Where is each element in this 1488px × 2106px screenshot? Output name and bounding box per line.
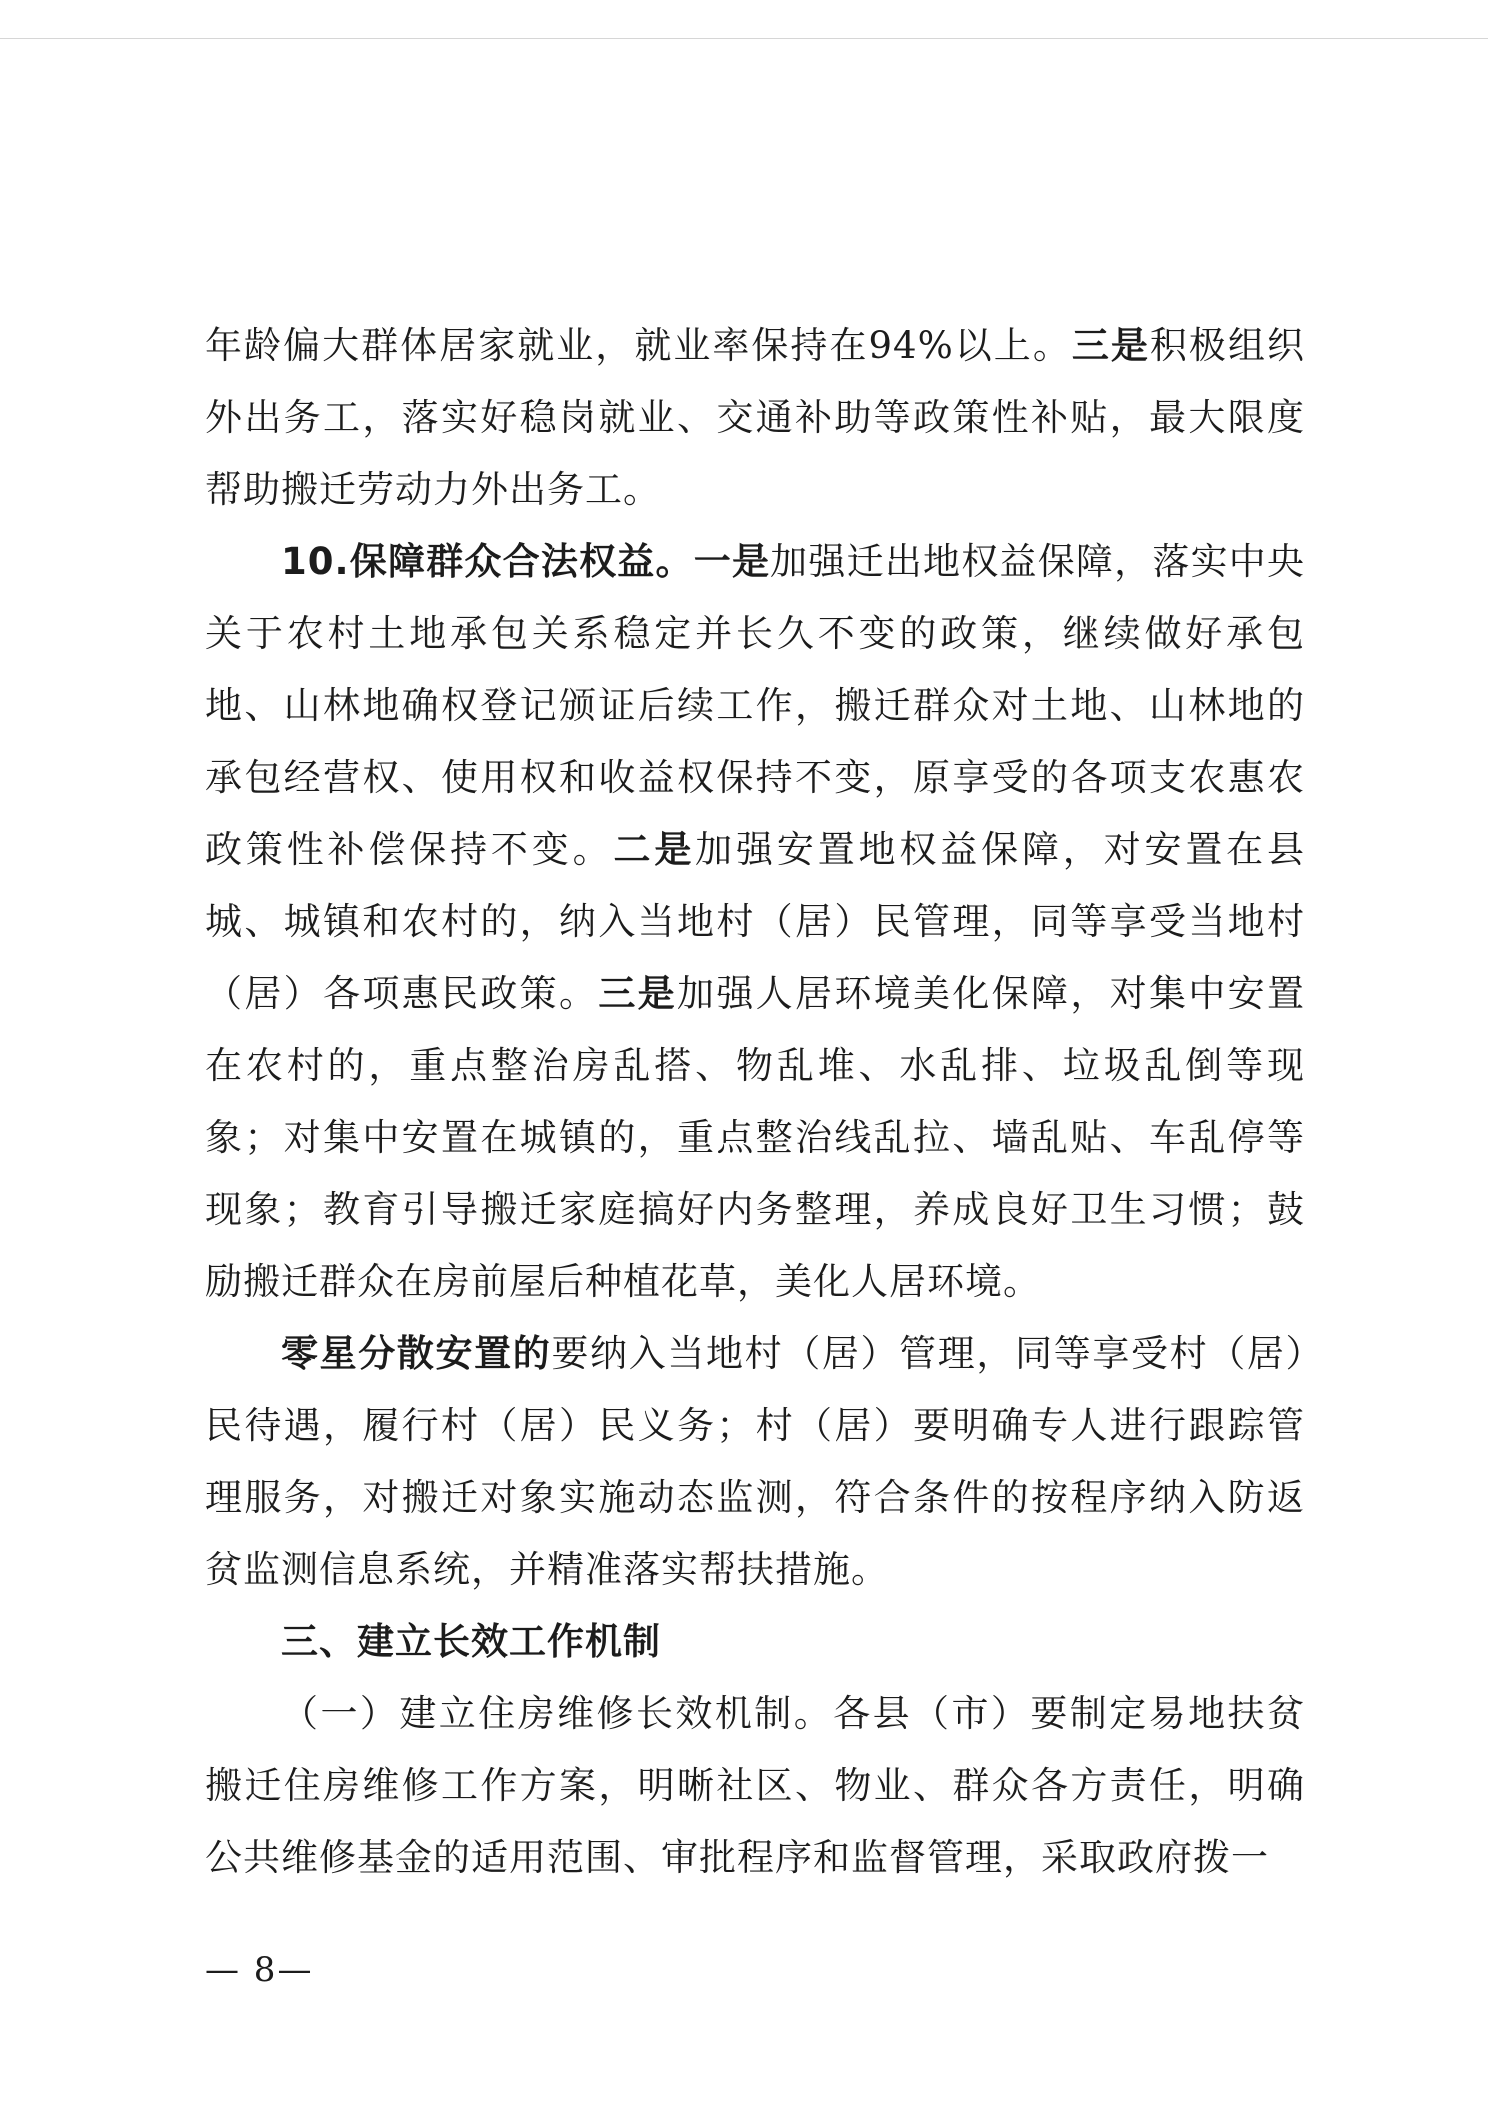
text-run: 要纳入当地村（居）管理，同等享受村（居）民待遇，履行村（居）民义务；村（居）要明确专人进行跟踪管理服务，对搬迁对象实施动态监测，符合条件的按程序纳入防返贫监测信息系统，并精准落实帮扶措施。 — [205, 1332, 1306, 1591]
text-run: 加强安置地权益保障，对安置在县城、城镇和农村的，纳入当地村（居）民管理，同等享受当地村（居）各项惠民政策。 — [205, 828, 1306, 1015]
bold-run: 10.保障群众合法权益。一是 — [281, 540, 771, 583]
paragraph-rights — [205, 526, 1305, 1318]
text-run: 加强迁出地权益保障，落实中央关于农村土地承包关系稳定并长久不变的政策，继续做好承包地、山林地确权登记颁证后续工作，搬迁群众对土地、山林地的承包经营权、使用权和收益权保持不变，原享受的各项支农惠农政策性补偿保持不变。 — [205, 540, 1306, 871]
paragraph-housing-maintenance: （一）建立住房维修长效机制。各县（市）要制定易地扶贫搬迁住房维修工作方案，明晰社区、物业、群众各方责任，明确公共维修基金的适用范围、审批程序和监督管理，采取政府拨一 — [205, 1692, 1305, 1879]
text-run: 加强人居环境美化保障，对集中安置在农村的，重点整治房乱搭、物乱堆、水乱排、垃圾乱倒等现象；对集中安置在城镇的，重点整治线乱拉、墙乱贴、车乱停等现象；教育引导搬迁家庭搞好内务整理，养成良好卫生习惯；鼓励搬迁群众在房前屋后种植花草，美化人居环境。 — [205, 972, 1306, 1303]
paragraph-scattered — [205, 1318, 1305, 1606]
paragraph-employment — [205, 310, 1305, 526]
top-edge-rule — [0, 38, 1488, 39]
text-run: 积极组织外出务工，落实好稳岗就业、交通补助等政策性补贴，最大限度帮助搬迁劳动力外出务工。 — [205, 324, 1305, 511]
bold-run: 三是 — [598, 972, 678, 1015]
bold-run: 二是 — [613, 828, 696, 871]
text-run: 年龄偏大群体居家就业，就业率保持在94%以上。 — [205, 324, 1072, 367]
document-body — [205, 310, 1305, 1894]
bold-run: 三是 — [1071, 324, 1150, 367]
bold-run: 零星分散安置的 — [281, 1332, 552, 1375]
section-heading: 三、建立长效工作机制 — [281, 1620, 661, 1663]
page-number: — 8— — [205, 1950, 314, 1990]
